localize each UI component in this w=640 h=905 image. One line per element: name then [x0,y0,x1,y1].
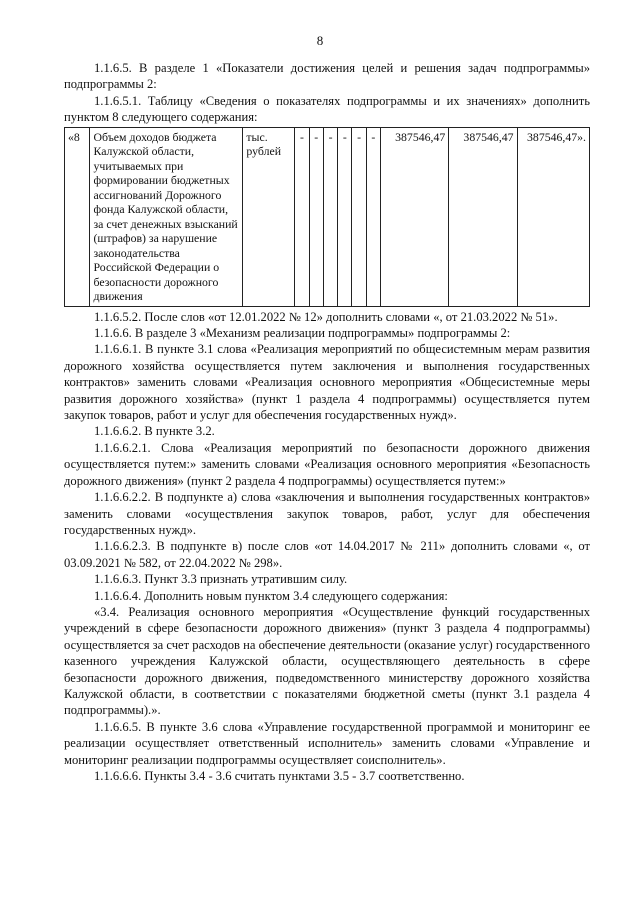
table-cell-dash: - [352,127,366,306]
paragraph-1-1-6-6: 1.1.6.6. В разделе 3 «Механизм реализации подпрограммы» подпрограммы 2: [94,326,511,341]
paragraph-1-1-6-6-4: 1.1.6.6.4. Дополнить новым пунктом 3.4 следующего содержания: [94,588,448,603]
indicator-table [64,127,590,307]
paragraph-1-1-6-6-2-1: 1.1.6.6.2.1. Слова «Реализация мероприятий по безопасности дорожного движения осуществляется путем:» заменить словами «Реализация основного мероприятия «Безопасность дорожного движения» (пункт 2 раздела 4 подпрограммы) осуществляется путем:» [64,440,590,488]
table-cell-dash: - [323,127,337,306]
paragraph-1-1-6-6-1: 1.1.6.6.1. В пункте 3.1 слова «Реализация мероприятий по общесистемным мерам развития дорожного хозяйства осуществляется путем заключения и выполнения государственных контрактов» заменить словами «Реализация основного мероприятия «Общесистемные меры развития дорожного хозяйства» (пункт 1 раздела 4 подпрограммы) осуществляется путем закупок товаров, работ и услуг для обеспечения государственных нужд». [64,342,590,423]
table-cell-dash: - [295,127,309,306]
paragraph-1-1-6-5-1: 1.1.6.5.1. Таблицу «Сведения о показателях подпрограммы и их значениях» дополнить пунктом 8 следующего содержания: [64,93,590,125]
paragraph-new-3-4: «3.4. Реализация основного мероприятия «Осуществление функций государственных учреждений в сфере безопасности дорожного движения» (пункт 3 раздела 4 подпрограммы) осуществляется за счет расходов на обеспечение деятельности (оказание услуг) государственного казенного учреждения Калужской области, осуществляющего деятельность в сфере безопасности дорожного движения, подведомственного министерству дорожного хозяйства Калужской области, в соответствии с показателями бюджетной сметы (пункт 3.1 раздела 4 подпрограммы).». [64,604,590,718]
paragraph-1-1-6-6-5: 1.1.6.6.5. В пункте 3.6 слова «Управление государственной программой и мониторинг ее реализации осуществляет ответственный исполнитель» заменить словами «Управление и мониторинг реализации подпрограммы осуществляет соисполнитель». [64,719,590,767]
document-body [64,60,590,784]
table-cell-dash: - [338,127,352,306]
table-cell-unit: тыс. рублей [243,127,295,306]
paragraph-1-1-6-6-2: 1.1.6.6.2. В пункте 3.2. [94,424,215,439]
page-number: 8 [316,33,324,48]
paragraph-1-1-6-6-6: 1.1.6.6.6. Пункты 3.4 - 3.6 считать пунктами 3.5 - 3.7 соответственно. [94,769,465,783]
paragraph-1-1-6-5-2: 1.1.6.5.2. После слов «от 12.01.2022 № 12» дополнить словами «, от 21.03.2022 № 51». [94,309,558,324]
table-cell-indicator-name: Объем доходов бюджета Калужской области, учитываемых при формировании бюджетных ассигнований Дорожного фонда Калужской области, за счет денежных взысканий (штрафов) за нарушение законодательства Российской Федерации о безопасности дорожного движения [90,127,243,306]
table-cell-value: 387546,47 [449,127,517,306]
table-row [65,127,590,306]
table-cell-dash: - [366,127,380,306]
paragraph-1-1-6-6-2-2: 1.1.6.6.2.2. В подпункте а) слова «заключения и выполнения государственных контрактов» заменить словами «осуществления закупок товаров, работ, услуг для обеспечения государственных нужд». [64,490,590,537]
paragraph-1-1-6-6-2-3: 1.1.6.6.2.3. В подпункте в) после слов «от 14.04.2017 № 211» дополнить словами «, от 03.09.2021 № 582, от 22.04.2022 № 298». [64,539,590,570]
table-cell-dash: - [309,127,323,306]
paragraph-1-1-6-5: 1.1.6.5. В разделе 1 «Показатели достижения целей и решения задач подпрограммы» подпрограммы 2: [64,61,590,92]
paragraph-1-1-6-6-3: 1.1.6.6.3. Пункт 3.3 признать утратившим силу. [94,572,348,587]
table-cell-value: 387546,47 [380,127,448,306]
table-cell-number: «8 [65,127,90,306]
table-cell-value: 387546,47». [517,127,589,306]
